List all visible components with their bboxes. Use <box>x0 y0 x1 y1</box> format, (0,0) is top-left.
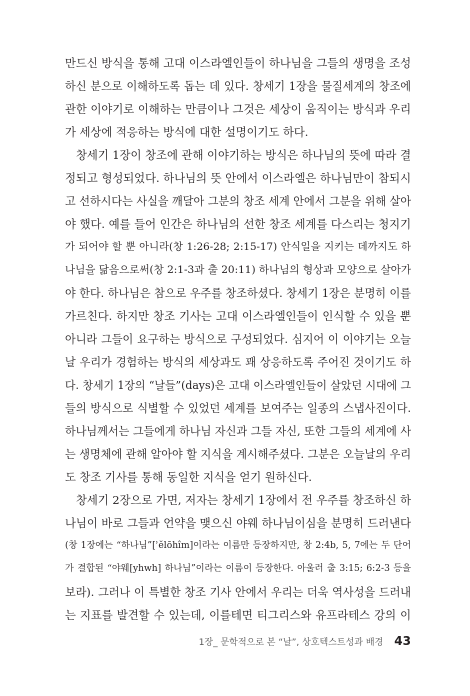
text-line: 다. 창세기 1장의 “날들”(days)은 고대 이스라엘인들이 살았던 시대에 그 <box>65 379 411 392</box>
text-line: 들의 방식으로 식별할 수 있었던 세계를 보여주는 일종의 스냅사진이다. <box>65 402 411 415</box>
text-line: 하나님께서는 그들에게 하나님 자신과 그들 자신, 또한 그들의 세계에 사 <box>65 425 411 438</box>
text-line: 가 결합된 “야웨[yhwh] 하나님”이라는 이름이 등장한다. 아울러 출 3:15; 6:2-3 등을 <box>65 564 411 574</box>
page-number: 43 <box>394 634 411 648</box>
body-text <box>65 52 411 627</box>
text-line: 가 되어야 할 뿐 아니라(창 1:26-28; 2:15-17) 안식일을 지키는 데까지도 하 <box>65 241 411 253</box>
text-line: 아니라 그들이 요구하는 방식으로 구성되었다. 심지어 이 이야기는 오늘 <box>65 333 411 346</box>
text-line: 관한 이야기로 이해하는 만큼이나 그것은 세상이 움직이는 방식과 우리 <box>65 103 411 116</box>
text-line: 가 세상에 적응하는 방식에 대한 설명이기도 하다. <box>65 126 309 139</box>
text-line: 나님을 닮음으로써(창 2:1-3과 출 20:11) 하나님의 형상과 모양으로 살아가 <box>65 264 411 276</box>
text-line: 보라). 그러나 이 특별한 창조 기사 안에서 우리는 더욱 역사성을 드러내 <box>65 586 411 599</box>
text-line: 날 우리가 경험하는 방식의 세상과도 꽤 상응하도록 주어진 것이기도 하 <box>65 356 411 369</box>
text-line: 는 생명체에 관해 알아야 할 지식을 계시해주셨다. 그분은 오늘날의 우리 <box>65 448 411 461</box>
text-line: 하신 분으로 이해하도록 돕는 데 있다. 창세기 1장을 물질세계의 창조에 <box>65 80 411 93</box>
text-line: (창 1장에는 “하나님”[ʾĕlōhîm]이라는 이름만 등장하지만, 창 2:4b, 5, 7에는 두 단어 <box>65 541 411 551</box>
text-line: 창세기 1장이 창조에 관해 이야기하는 방식은 하나님의 뜻에 따라 결 <box>76 149 411 162</box>
text-line: 야 한다. 하나님은 참으로 우주를 창조하셨다. 창세기 1장은 분명히 이를 <box>65 287 411 300</box>
page-footer <box>65 631 411 649</box>
text-line: 만드신 방식을 통해 고대 이스라엘인들이 하나님을 그들의 생명을 조성 <box>65 57 411 70</box>
text-line: 도 창조 기사를 통해 동일한 지식을 얻기 원하신다. <box>65 471 312 484</box>
text-line: 창세기 2장으로 가면, 저자는 창세기 1장에서 전 우주를 창조하신 하 <box>76 494 411 507</box>
text-line: 나님이 바로 그들과 언약을 맺으신 야웨 하나님이심을 분명히 드러낸다 <box>65 517 411 530</box>
text-line: 고 선하시다는 사실을 깨달아 그분의 창조 세계 안에서 그분을 위해 살아 <box>65 195 411 208</box>
text-line: 가르친다. 하지만 창조 기사는 고대 이스라엘인들이 인식할 수 있을 뿐 <box>65 310 411 323</box>
text-line: 는 지표를 발견할 수 있는데, 이를테면 티그리스와 유프라테스 강의 이 <box>65 609 411 622</box>
text-line: 야 했다. 예를 들어 인간은 하나님의 선한 창조 세계를 다스리는 청지기 <box>65 218 411 231</box>
text-line: 정되고 형성되었다. 하나님의 뜻 안에서 이스라엘은 하나님만이 참되시 <box>65 172 411 185</box>
running-head: 1장_ 문학적으로 본 “날”, 상호텍스트성과 배경 <box>198 638 384 648</box>
